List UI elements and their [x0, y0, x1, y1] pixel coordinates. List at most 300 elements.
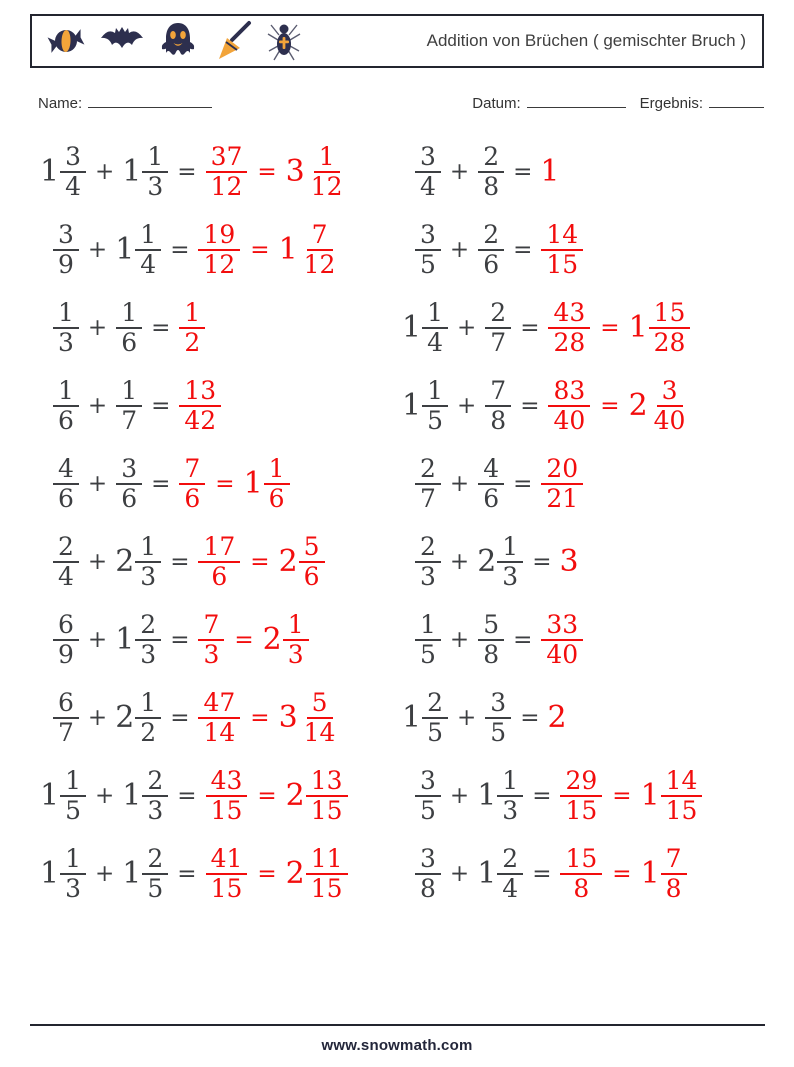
denominator: 3 — [502, 562, 519, 591]
denominator: 2 — [184, 328, 201, 357]
numerator: 3 — [415, 767, 441, 797]
denominator: 12 — [310, 172, 343, 201]
numerator: 2 — [415, 455, 441, 485]
equals-operator: = — [513, 626, 533, 653]
numerator: 3 — [415, 221, 441, 251]
numerator: 1 — [135, 533, 161, 563]
denominator: 3 — [58, 328, 74, 357]
whole-part: 1 — [640, 778, 660, 813]
whole-part: 2 — [285, 778, 305, 813]
numerator: 17 — [198, 533, 240, 563]
plus-operator: + — [87, 236, 108, 263]
fraction — [540, 221, 584, 279]
equals-operator: = — [250, 704, 270, 731]
fraction — [415, 533, 441, 591]
denominator: 5 — [427, 406, 443, 435]
denominator: 5 — [420, 250, 436, 279]
denominator: 15 — [546, 250, 579, 279]
numerator: 13 — [179, 377, 221, 407]
plus-operator: + — [95, 158, 115, 185]
denominator: 6 — [211, 562, 228, 591]
plus-operator: + — [449, 158, 470, 185]
denominator: 6 — [121, 484, 138, 513]
fraction — [414, 533, 442, 591]
numerator: 1 — [135, 221, 161, 251]
equals-operator: = — [151, 392, 171, 419]
denominator: 3 — [140, 640, 157, 669]
whole-part: 1 — [402, 310, 422, 345]
numerator: 3 — [60, 143, 86, 173]
fraction — [264, 455, 290, 513]
denominator: 4 — [140, 250, 157, 279]
denominator: 40 — [653, 406, 686, 435]
integer-value: 3 — [559, 544, 579, 579]
numerator: 15 — [560, 845, 602, 875]
denominator: 21 — [546, 484, 579, 513]
denominator: 9 — [58, 250, 74, 279]
fraction — [422, 299, 448, 357]
denominator: 3 — [287, 640, 304, 669]
ghost-icon — [156, 20, 200, 62]
info-fields — [38, 94, 764, 112]
denominator: 4 — [420, 172, 436, 201]
fraction — [52, 299, 80, 357]
name-label: Name: — [38, 95, 83, 112]
numerator: 4 — [478, 455, 504, 485]
spider-icon — [264, 19, 304, 63]
equals-operator: = — [250, 548, 270, 575]
denominator: 5 — [147, 874, 164, 903]
problem-right-3 — [402, 289, 794, 367]
answer — [205, 767, 349, 825]
fraction — [115, 455, 143, 513]
numerator: 1 — [415, 611, 441, 641]
numerator: 1 — [314, 143, 340, 173]
problem-right-8 — [402, 679, 794, 757]
fraction — [53, 455, 79, 513]
numerator: 1 — [264, 455, 290, 485]
mixed-number — [286, 143, 349, 201]
denominator: 6 — [303, 562, 320, 591]
mixed-number — [641, 845, 688, 903]
mixed-number — [115, 221, 162, 279]
fraction — [299, 689, 341, 747]
fraction — [135, 533, 161, 591]
fraction — [53, 377, 79, 435]
denominator: 15 — [310, 874, 343, 903]
numerator: 5 — [307, 689, 333, 719]
denominator: 14 — [203, 718, 236, 747]
denominator: 6 — [58, 484, 74, 513]
answer — [205, 845, 349, 903]
equals-operator: = — [170, 236, 190, 263]
whole-part: 1 — [115, 622, 135, 657]
numerator: 1 — [135, 689, 161, 719]
equals-operator: = — [520, 704, 540, 731]
numerator: 2 — [135, 611, 161, 641]
denominator: 3 — [420, 562, 436, 591]
fraction — [179, 377, 221, 435]
numerator: 2 — [142, 767, 168, 797]
problem-left-9 — [40, 757, 402, 835]
mixed-number — [641, 767, 704, 825]
problem-right-9 — [402, 757, 794, 835]
fraction — [547, 377, 591, 435]
numerator: 43 — [548, 299, 590, 329]
whole-part: 1 — [122, 154, 142, 189]
fraction — [142, 143, 168, 201]
numerator: 6 — [53, 689, 79, 719]
fraction — [559, 845, 603, 903]
answer — [197, 533, 325, 591]
fraction — [560, 767, 602, 825]
mixed-number — [40, 143, 87, 201]
numerator: 1 — [116, 299, 142, 329]
whole-part: 1 — [640, 856, 660, 891]
denominator: 5 — [427, 718, 443, 747]
candy-icon — [44, 21, 88, 61]
numerator: 1 — [283, 611, 309, 641]
ergebnis-label: Ergebnis: — [639, 95, 703, 112]
whole-part: 2 — [628, 388, 648, 423]
mixed-number — [279, 221, 342, 279]
fraction — [548, 299, 590, 357]
fraction — [541, 221, 583, 279]
denominator: 6 — [483, 484, 500, 513]
name-field — [38, 94, 212, 112]
fraction — [415, 143, 441, 201]
plus-operator: + — [457, 392, 477, 419]
whole-part: 1 — [402, 700, 422, 735]
fraction — [52, 455, 80, 513]
plus-operator: + — [95, 860, 115, 887]
fraction — [197, 533, 241, 591]
equals-operator: = — [600, 314, 620, 341]
denominator: 7 — [121, 406, 138, 435]
mixed-number — [122, 767, 169, 825]
mixed-number — [286, 767, 349, 825]
fraction — [415, 767, 441, 825]
equals-operator: = — [177, 158, 197, 185]
denominator: 12 — [210, 172, 243, 201]
numerator: 1 — [116, 377, 142, 407]
numerator: 3 — [485, 689, 511, 719]
equals-operator: = — [600, 392, 620, 419]
answer — [178, 455, 290, 513]
problem-right-7 — [402, 601, 794, 679]
equals-operator: = — [513, 470, 533, 497]
problem-right-4 — [402, 367, 794, 445]
fraction — [179, 299, 205, 357]
answer — [540, 154, 560, 189]
whole-part: 2 — [278, 544, 298, 579]
whole-part: 1 — [477, 778, 497, 813]
fraction — [52, 611, 80, 669]
problem-left-5 — [40, 445, 402, 523]
equals-operator: = — [513, 236, 533, 263]
fraction — [477, 143, 505, 201]
mixed-number — [263, 611, 310, 669]
problem-left-3 — [40, 289, 402, 367]
numerator: 2 — [142, 845, 168, 875]
broom-icon — [211, 20, 253, 62]
equals-operator: = — [257, 782, 277, 809]
plus-operator: + — [87, 704, 108, 731]
mixed-number — [122, 143, 169, 201]
denominator: 7 — [58, 718, 74, 747]
denominator: 40 — [546, 640, 579, 669]
mixed-number — [286, 845, 349, 903]
denominator: 5 — [420, 796, 436, 825]
answer — [178, 299, 206, 357]
numerator: 37 — [206, 143, 248, 173]
fraction — [540, 611, 584, 669]
plus-operator: + — [449, 860, 470, 887]
denominator: 8 — [483, 640, 500, 669]
whole-part: 2 — [115, 544, 135, 579]
denominator: 5 — [65, 796, 81, 825]
numerator: 1 — [53, 377, 79, 407]
answer — [559, 767, 703, 825]
fraction — [198, 221, 240, 279]
fraction — [478, 143, 504, 201]
equals-operator: = — [170, 704, 190, 731]
denominator: 8 — [573, 874, 590, 903]
numerator: 2 — [485, 299, 511, 329]
fraction — [548, 377, 590, 435]
fraction — [478, 221, 504, 279]
denominator: 6 — [121, 328, 138, 357]
fraction — [559, 767, 603, 825]
denominator: 6 — [268, 484, 285, 513]
problem-right-6 — [402, 523, 794, 601]
denominator: 6 — [58, 406, 74, 435]
fraction — [178, 455, 206, 513]
numerator: 33 — [541, 611, 583, 641]
fraction — [53, 299, 79, 357]
denominator: 3 — [140, 562, 157, 591]
answer — [178, 377, 222, 435]
fraction — [497, 533, 523, 591]
whole-part: 1 — [122, 778, 142, 813]
fraction — [497, 845, 523, 903]
datum-blank-line — [527, 94, 626, 108]
denominator: 6 — [483, 250, 500, 279]
fraction — [477, 611, 505, 669]
equals-operator: = — [234, 626, 254, 653]
mixed-number — [402, 689, 449, 747]
plus-operator: + — [449, 470, 470, 497]
footer-divider — [30, 1024, 765, 1026]
answer — [547, 700, 567, 735]
whole-number — [540, 154, 560, 189]
numerator: 2 — [478, 221, 504, 251]
numerator: 2 — [422, 689, 448, 719]
equals-operator: = — [532, 860, 552, 887]
plus-operator: + — [87, 392, 108, 419]
numerator: 1 — [60, 845, 86, 875]
equals-operator: = — [151, 314, 171, 341]
numerator: 3 — [415, 845, 441, 875]
answer — [197, 611, 309, 669]
fraction — [53, 689, 79, 747]
fraction — [547, 299, 591, 357]
denominator: 3 — [502, 796, 519, 825]
fraction — [484, 299, 512, 357]
equals-operator: = — [250, 236, 270, 263]
equals-operator: = — [612, 782, 632, 809]
numerator: 47 — [198, 689, 240, 719]
numerator: 3 — [657, 377, 683, 407]
fraction — [115, 377, 143, 435]
numerator: 41 — [206, 845, 248, 875]
plus-operator: + — [449, 782, 470, 809]
problem-left-6 — [40, 523, 402, 601]
fraction — [560, 845, 602, 903]
denominator: 15 — [210, 796, 243, 825]
mixed-number — [279, 533, 326, 591]
plus-operator: + — [87, 548, 108, 575]
whole-part: 1 — [40, 154, 60, 189]
equals-operator: = — [170, 548, 190, 575]
denominator: 4 — [427, 328, 443, 357]
fraction — [414, 845, 442, 903]
fraction — [116, 455, 142, 513]
fraction — [142, 845, 168, 903]
fraction — [299, 221, 341, 279]
fraction — [135, 689, 161, 747]
whole-part: 1 — [477, 856, 497, 891]
fraction — [135, 221, 161, 279]
answer — [540, 611, 584, 669]
denominator: 5 — [420, 640, 436, 669]
numerator: 14 — [661, 767, 703, 797]
whole-part: 1 — [40, 778, 60, 813]
whole-part: 1 — [115, 232, 135, 267]
footer-url: www.snowmath.com — [321, 1037, 473, 1054]
integer-value: 2 — [547, 700, 567, 735]
fraction — [484, 377, 512, 435]
numerator: 1 — [179, 299, 205, 329]
fraction — [142, 767, 168, 825]
fraction — [53, 533, 79, 591]
numerator: 29 — [560, 767, 602, 797]
numerator: 13 — [306, 767, 348, 797]
fraction — [415, 221, 441, 279]
plus-operator: + — [457, 314, 477, 341]
fraction — [60, 143, 86, 201]
ergebnis-blank-line — [709, 94, 764, 108]
fraction — [485, 377, 511, 435]
mixed-number — [244, 455, 291, 513]
whole-part: 1 — [243, 466, 263, 501]
denominator: 4 — [502, 874, 519, 903]
answer — [547, 377, 691, 435]
answer — [197, 221, 341, 279]
denominator: 14 — [303, 718, 336, 747]
whole-part: 1 — [628, 310, 648, 345]
datum-label: Datum: — [472, 95, 521, 112]
problem-right-1 — [402, 133, 794, 211]
fraction — [541, 611, 583, 669]
numerator: 4 — [53, 455, 79, 485]
fraction — [414, 455, 442, 513]
whole-part: 1 — [122, 856, 142, 891]
integer-value: 1 — [540, 154, 560, 189]
numerator: 7 — [198, 611, 224, 641]
mixed-number — [115, 689, 162, 747]
whole-part: 1 — [278, 232, 298, 267]
fraction — [135, 611, 161, 669]
denominator: 7 — [420, 484, 436, 513]
plus-operator: + — [95, 782, 115, 809]
answer — [559, 845, 687, 903]
whole-part: 2 — [477, 544, 497, 579]
fraction — [53, 221, 79, 279]
denominator: 9 — [58, 640, 74, 669]
denominator: 8 — [490, 406, 507, 435]
equals-operator: = — [532, 548, 552, 575]
numerator: 1 — [142, 143, 168, 173]
numerator: 7 — [485, 377, 511, 407]
problem-left-8 — [40, 679, 402, 757]
numerator: 11 — [306, 845, 348, 875]
mixed-number — [40, 845, 87, 903]
fraction — [485, 689, 511, 747]
fraction — [541, 455, 583, 513]
plus-operator: + — [87, 626, 108, 653]
fraction — [415, 845, 441, 903]
fraction — [178, 377, 222, 435]
mixed-number — [629, 299, 692, 357]
whole-part: 2 — [262, 622, 282, 657]
numerator: 20 — [541, 455, 583, 485]
fraction — [306, 845, 348, 903]
fraction — [197, 689, 241, 747]
fraction — [478, 611, 504, 669]
whole-part: 1 — [402, 388, 422, 423]
fraction — [198, 611, 224, 669]
fraction — [205, 143, 249, 201]
fraction — [52, 689, 80, 747]
denominator: 5 — [490, 718, 507, 747]
fraction — [197, 611, 225, 669]
answer — [205, 143, 349, 201]
page-title: Addition von Brüchen ( gemischter Bruch ) — [426, 31, 746, 50]
numerator: 14 — [541, 221, 583, 251]
numerator: 3 — [116, 455, 142, 485]
fraction — [422, 689, 448, 747]
denominator: 15 — [310, 796, 343, 825]
answer — [559, 544, 579, 579]
fraction — [422, 377, 448, 435]
numerator: 7 — [307, 221, 333, 251]
whole-number — [547, 700, 567, 735]
denominator: 15 — [565, 796, 598, 825]
fraction — [484, 689, 512, 747]
denominator: 28 — [653, 328, 686, 357]
numerator: 5 — [299, 533, 325, 563]
denominator: 28 — [553, 328, 586, 357]
equals-operator: = — [215, 470, 235, 497]
problem-right-10 — [402, 835, 794, 913]
fraction — [661, 767, 703, 825]
mixed-number — [629, 377, 692, 435]
fraction — [198, 533, 240, 591]
numerator: 2 — [53, 533, 79, 563]
denominator: 4 — [65, 172, 81, 201]
fraction — [283, 611, 309, 669]
